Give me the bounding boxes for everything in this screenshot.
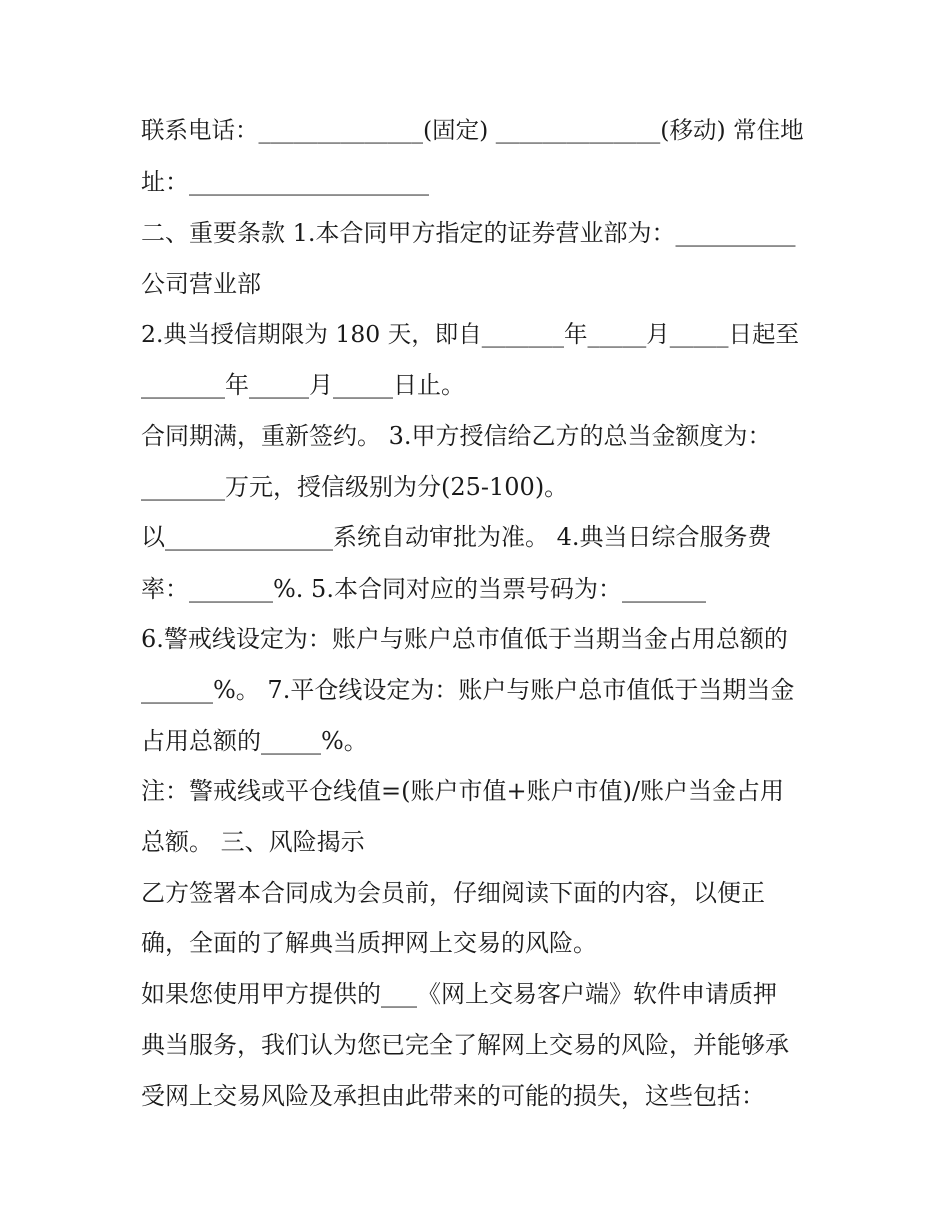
text-line: 合同期满，重新签约。 3.甲方授信给乙方的总当金额度为： xyxy=(141,422,772,450)
text-line: 率：_______%. 5.本合同对应的当票号码为：_______ xyxy=(141,575,706,603)
text-line: 注：警戒线或平仓线值=(账户市值+账户市值)/账户当金占用 xyxy=(141,777,785,805)
text-line: 确，全面的了解典当质押网上交易的风险。 xyxy=(141,929,597,957)
text-line: 受网上交易风险及承担由此带来的可能的损失，这些包括： xyxy=(141,1082,765,1110)
text-line: 二、重要条款 1.本合同甲方指定的证券营业部为：__________ xyxy=(141,219,796,247)
text-line: 典当服务，我们认为您已完全了解网上交易的风险，并能够承 xyxy=(141,1031,789,1059)
text-line: _______年_____月_____日止。 xyxy=(141,371,465,399)
text-line: _______万元，授信级别为分(25-100)。 xyxy=(141,473,569,501)
text-line: 占用总额的_____%。 xyxy=(141,727,368,755)
text-line: 总额。 三、风险揭示 xyxy=(141,828,365,856)
text-line: 如果您使用甲方提供的___《网上交易客户端》软件申请质押 xyxy=(141,980,777,1008)
text-line: 址：____________________ xyxy=(141,168,429,196)
text-line: ______%。 7.平仓线设定为：账户与账户总市值低于当期当金 xyxy=(141,676,795,704)
text-line: 2.典当授信期限为 180 天，即自_______年_____月_____日起至 xyxy=(141,320,799,348)
text-line: 联系电话：______________(固定) ______________(移动) 常住地 xyxy=(141,116,804,144)
text-line: 乙方签署本合同成为会员前，仔细阅读下面的内容，以便正 xyxy=(141,879,765,907)
text-line: 公司营业部 xyxy=(141,270,261,298)
text-line: 6.警戒线设定为：账户与账户总市值低于当期当金占用总额的 xyxy=(141,625,788,653)
text-line: 以______________系统自动审批为准。 4.典当日综合服务费 xyxy=(141,523,772,551)
